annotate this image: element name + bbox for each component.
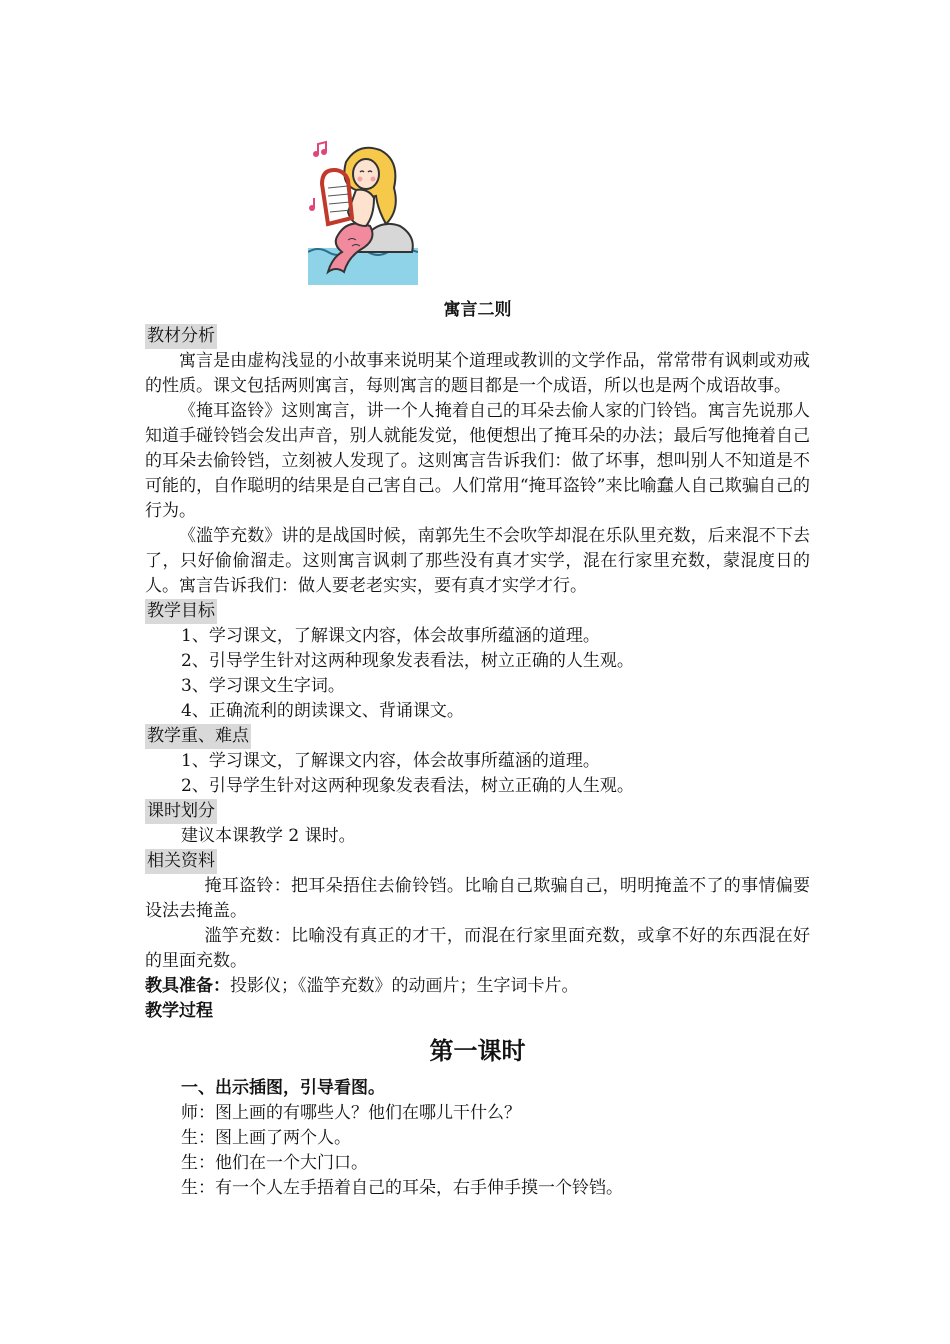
lesson-step: 一、出示插图，引导看图。 xyxy=(181,1078,385,1098)
hours-text: 建议本课教学 2 课时。 xyxy=(181,826,356,846)
section-label-references: 相关资料 xyxy=(145,849,217,874)
tools-label: 教具准备： xyxy=(145,976,230,996)
section-label-goals: 教学目标 xyxy=(145,599,217,624)
analysis-paragraph: 《滥竽充数》讲的是战国时候，南郭先生不会吹竽却混在乐队里充数，后来混不下去了，只好偷偷溜走。这则寓言讽刺了那些没有真才实学，混在行家里充数，蒙混度日的人。寓言告诉我们：做人要老老实实，要有真才实学才行。 xyxy=(145,526,810,596)
tools-text: 投影仪；《滥竽充数》的动画片；生字词卡片。 xyxy=(230,976,579,996)
key-point-item: 1、学习课文，了解课文内容，体会故事所蕴涵的道理。 xyxy=(181,751,600,771)
analysis-paragraph: 《掩耳盗铃》这则寓言，讲一个人掩着自己的耳朵去偷人家的门铃铛。寓言先说那人知道手碰铃铛会发出声音，别人就能发觉，他便想出了掩耳朵的办法；最后写他掩着自己的耳朵去偷铃铛，立刻被人发现了。这则寓言告诉我们：做了坏事，想叫别人不知道是不可能的，自作聪明的结果是自己害自己。人们常用“掩耳盗铃”来比喻蠢人自己欺骗自己的行为。 xyxy=(145,401,810,521)
document-body xyxy=(145,324,810,1201)
process-label: 教学过程 xyxy=(145,1001,213,1021)
dialogue-line: 师：图上画的有哪些人？他们在哪儿干什么？ xyxy=(181,1103,521,1123)
goal-item: 4、正确流利的朗读课文、背诵课文。 xyxy=(181,701,464,721)
dialogue-line: 生：他们在一个大门口。 xyxy=(181,1153,368,1173)
key-point-item: 2、引导学生针对这两种现象发表看法，树立正确的人生观。 xyxy=(181,776,634,796)
document-title: 寓言二则 xyxy=(443,300,512,320)
section-label-hours: 课时划分 xyxy=(145,799,217,824)
reference-paragraph: 滥竽充数：比喻没有真正的才干，而混在行家里面充数，或拿不好的东西混在好的里面充数。 xyxy=(145,926,810,971)
analysis-paragraph: 寓言是由虚构浅显的小故事来说明某个道理或教训的文学作品，常常带有讽刺或劝戒的性质。课文包括两则寓言，每则寓言的题目都是一个成语，所以也是两个成语故事。 xyxy=(145,351,810,396)
goal-item: 1、学习课文，了解课文内容，体会故事所蕴涵的道理。 xyxy=(181,626,600,646)
mermaid-harp-illustration xyxy=(308,140,418,285)
section-label-key-points: 教学重、难点 xyxy=(145,724,251,749)
lesson-title: 第一课时 xyxy=(429,1037,526,1065)
dialogue-line: 生：图上画了两个人。 xyxy=(181,1128,351,1148)
tools-line xyxy=(145,974,810,999)
section-label-analysis: 教材分析 xyxy=(145,324,217,349)
reference-paragraph: 掩耳盗铃：把耳朵捂住去偷铃铛。比喻自己欺骗自己，明明掩盖不了的事情偏要设法去掩盖。 xyxy=(145,876,810,921)
dialogue-line: 生：有一个人左手捂着自己的耳朵，右手伸手摸一个铃铛。 xyxy=(181,1178,623,1198)
goal-item: 3、学习课文生字词。 xyxy=(181,676,345,696)
goal-item: 2、引导学生针对这两种现象发表看法，树立正确的人生观。 xyxy=(181,651,634,671)
